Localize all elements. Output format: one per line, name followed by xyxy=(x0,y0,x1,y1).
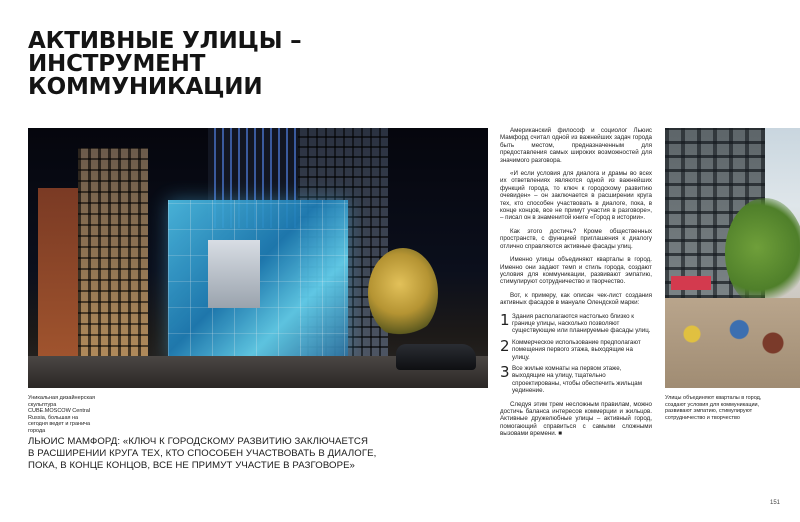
paragraph-4: Именно улицы объединяют кварталы в город. Именно они задают темп и стиль города, создают условия для коммуникации, развивают эмпатию, стимулируют сотрудничество и творчество. xyxy=(500,256,652,286)
green-tree xyxy=(725,198,800,308)
title-line-3: КОММУНИКАЦИИ xyxy=(28,74,263,100)
main-photo-night-street xyxy=(28,128,488,388)
parked-car xyxy=(396,344,476,370)
main-photo-caption: Уникальная дизайнерская скульптура CUBE.MOSCOW Central Russia, большая на сегодня ведет и гранича города xyxy=(28,395,96,434)
list-number: 3 xyxy=(500,362,510,381)
list-text: Здания располагаются настолько близко к границе улицы, насколько позволяют существующие или планируемые фасады улиц. xyxy=(512,312,651,335)
building-left xyxy=(78,148,148,358)
paragraph-5: Вот, к примеру, как описан чек-лист создания активных фасадов в мануале Олендской марки: xyxy=(500,291,652,307)
autumn-tree xyxy=(368,248,438,338)
quote-line-1: ЛЬЮИС МАМФОРД: «КЛЮЧ К ГОРОДСКОМУ РАЗВИТИЮ ЗАКЛЮЧАЕТСЯ xyxy=(28,436,368,447)
paragraph-1: Американский философ и социолог Льюис Мамфорд считал одной из важнейших задач города быть местом, предназначенным для предоставления самых широких возможностей для значимого разговора. xyxy=(500,127,652,164)
quote-line-2: В РАСШИРЕНИИ КРУГА ТЕХ, КТО СПОСОБЕН УЧАСТВОВАТЬ В ДИАЛОГЕ, xyxy=(28,448,377,459)
list-item xyxy=(500,336,652,361)
pull-quote xyxy=(28,436,377,472)
article-body xyxy=(500,127,652,444)
side-photo-caption: Улицы объединяют кварталы в город, создают условия для коммуникации, развивают эмпатию, стимулируют сотрудничество и творчество xyxy=(665,395,762,421)
list-item xyxy=(500,310,652,335)
quote-line-3: ПОКА, В КОНЦЕ КОНЦОВ, ВСЕ НЕ ПРИМУТ УЧАСТИЕ В РАЗГОВОРЕ» xyxy=(28,460,355,471)
page-number: 151 xyxy=(770,500,781,506)
closing-paragraph: Следуя этим трем несложным правилам, можно достичь баланса интересов коммерции и жильцов. Активные дружелюбные улицы – активный город, помогающий справиться с самыми сложными вызовами времени. ■ xyxy=(500,400,652,438)
article-title xyxy=(28,30,328,99)
paragraph-3: Как этого достичь? Кроме общественных пространств, с функцией приглашения к диалогу отлично справляются активные фасады улиц. xyxy=(500,227,652,250)
checklist xyxy=(500,310,652,395)
paragraph-2: «И если условия для диалога и драмы во всех их ответвлениях являются одной из важнейших функций города, то ключ к городскому развитию очевиден» – он заключается в расширении круга тех, кто способен участвовать в диалоге, пока, в конце концов, все не примут участия в разговоре», – писал он в знаменитой книге «Город в истории». xyxy=(500,170,652,222)
people-seated xyxy=(665,298,800,388)
side-photo-street-cafe xyxy=(665,128,800,388)
cafe-awning xyxy=(671,276,711,290)
list-text: Коммерческое использование предполагают помещения первого этажа, выходящие на улицу. xyxy=(512,338,641,361)
list-text: Все жилые комнаты на первом этаже, выходящие на улицу, тщательно спроектированы, чтобы обеспечить жильцам уединение. xyxy=(512,364,642,395)
list-number: 1 xyxy=(500,310,510,329)
building-brick xyxy=(38,188,78,358)
cube-display-screen xyxy=(208,240,260,308)
list-item xyxy=(500,362,652,395)
title-line-2: ИНСТРУМЕНТ xyxy=(28,51,206,77)
title-line-1: АКТИВНЫЕ УЛИЦЫ – xyxy=(28,28,302,54)
list-number: 2 xyxy=(500,336,510,355)
